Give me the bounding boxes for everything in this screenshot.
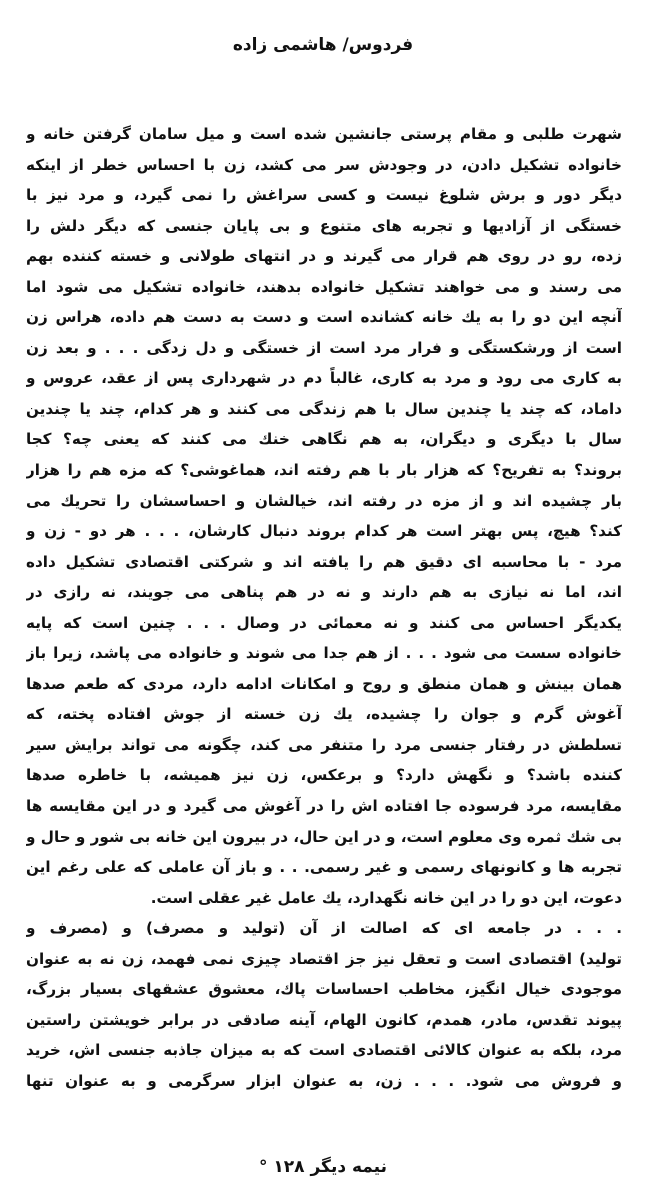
text-line: می رسند و می خواهند تشکیل خانواده بدهند، خانواده تشکیل می شود اما <box>26 277 622 296</box>
text-line: شهرت طلبی و مقام پرستی جانشین شده است و میل سامان گرفتن خانه و <box>26 125 622 143</box>
text-line: بی شك ثمره وی معلوم است، و در این حال، در بیرون این خانه بی شور و حال و <box>26 827 622 846</box>
text-line: کننده باشد؟ و نگهش دارد؟ و برعکس، زن نیز همیشه، با خاطره صدها <box>26 766 622 785</box>
text-line: . . . در جامعه ای که اصالت از آن (تولید و مصرف) و (مصرف و <box>26 919 622 938</box>
text-line: تجربه ها و کانونهای رسمی و غیر رسمی. . . و باز آن عاملی که علی رغم این <box>26 858 622 877</box>
text-line: سال با دیگری و دیگران، به هم نگاهی خنك می کنند که یعنی چه؟ کجا <box>26 430 622 449</box>
text-line: است از ورشکستگی و فرار مرد است از خستگی و دل زدگی . . . و بعد زن <box>26 338 622 357</box>
text-line: اند، اما نه نیازی به هم دارند و نه در هم پناهی می جویند، نه رازی در <box>26 583 622 602</box>
text-line: آنچه این دو را به یك خانه کشانده است و دست به دست هم داده، هراس زن <box>26 308 622 327</box>
text-line: تولید) اقتصادی است و تعقل نیز جز اقتصاد چیزی نمی فهمد، زن نه به عنوان <box>26 949 622 968</box>
text-line: خانواده تشکیل دادن، در وجودش سر می کشد، زن با احساس خطر از اینکه <box>26 155 622 174</box>
text-line: زده، رو در روی هم قرار می گیرند و در انتهای طولانی و خسته کننده بهم <box>26 247 622 266</box>
text-line: و فروش می شود. . . . زن، به عنوان ابزار سرگرمی و به عنوان تنها <box>26 1071 622 1090</box>
text-line: تسلطش در رفتار جنسی مرد را متنفر می کند، چگونه می تواند برایش سیر <box>26 735 622 754</box>
text-line: یکدیگر احساس می کنند و نه معمائی در وصال . . . چنین است که پایه <box>26 613 622 632</box>
text-line: موجودی خیال انگیز، مخاطب احساسات پاك، معشوق عشقهای بسیار بزرگ، <box>26 980 622 999</box>
text-line: به کاری می رود و مرد به کاری، غالباً دم در شهرداری پس از عقد، عروس و <box>26 369 622 388</box>
text-line: بروند؟ به تفریح؟ که هزار بار با هم رفته اند، هماغوشی؟ که مزه هم را هزار <box>26 461 622 480</box>
text-line: داماد، که چند یا چندین سال با هم زندگی می کنند و هر کدام، چند یا چندین <box>26 399 622 418</box>
text-line: خستگی از آزادیها و تجربه های متنوع و بی پایان جنسی که دیگر دلش را <box>26 216 622 235</box>
text-line: آغوش گرم و جوان را چشیده، یك زن خسته از جوش افتاده پخته، که <box>26 705 622 724</box>
text-line: پیوند تقدس، مادر، همدم، کانون الهام، آینه صادقی در برابر خویشتن راستین <box>26 1010 622 1029</box>
text-line: مرد، بلکه به عنوان کالائی اقتصادی است که به میزان جاذبه جنسی اش، خرید <box>26 1041 622 1060</box>
body-text <box>26 119 622 1097</box>
running-header: فردوس/ هاشمی زاده <box>232 35 414 55</box>
text-line: کند؟ هیچ، پس بهتر است هر کدام بروند دنبال کارشان، . . . هر دو - زن و <box>26 522 622 541</box>
page-footer: نیمه دیگر ۱۲۸ ° <box>259 1157 387 1177</box>
text-line: بار چشیده اند و از مزه در رفته اند، خیالشان و احساسشان را تحریك می <box>26 491 622 510</box>
text-line: خانواده سست می شود . . . از هم جدا می شوند و خانواده می پاشد، زیرا باز <box>26 644 622 663</box>
text-line: همان بینش و همان منطق و روح و امکانات ادامه دارد، مردی که طعم صدها <box>26 674 622 693</box>
text-line: دیگر دور و برش شلوغ نیست و کسی سراغش را نمی گیرد، و مرد نیز با <box>26 186 622 205</box>
text-line: مقایسه، مرد فرسوده جا افتاده اش را در آغوش می گیرد و در این مقایسه ها <box>26 797 622 816</box>
text-line: مرد - با محاسبه ای دقیق هم را یافته اند و شرکتی اقتصادی تشکیل داده <box>26 552 622 571</box>
text-line: دعوت، این دو را در این خانه نگهدارد، یك عامل غیر عقلی است. <box>150 888 622 907</box>
